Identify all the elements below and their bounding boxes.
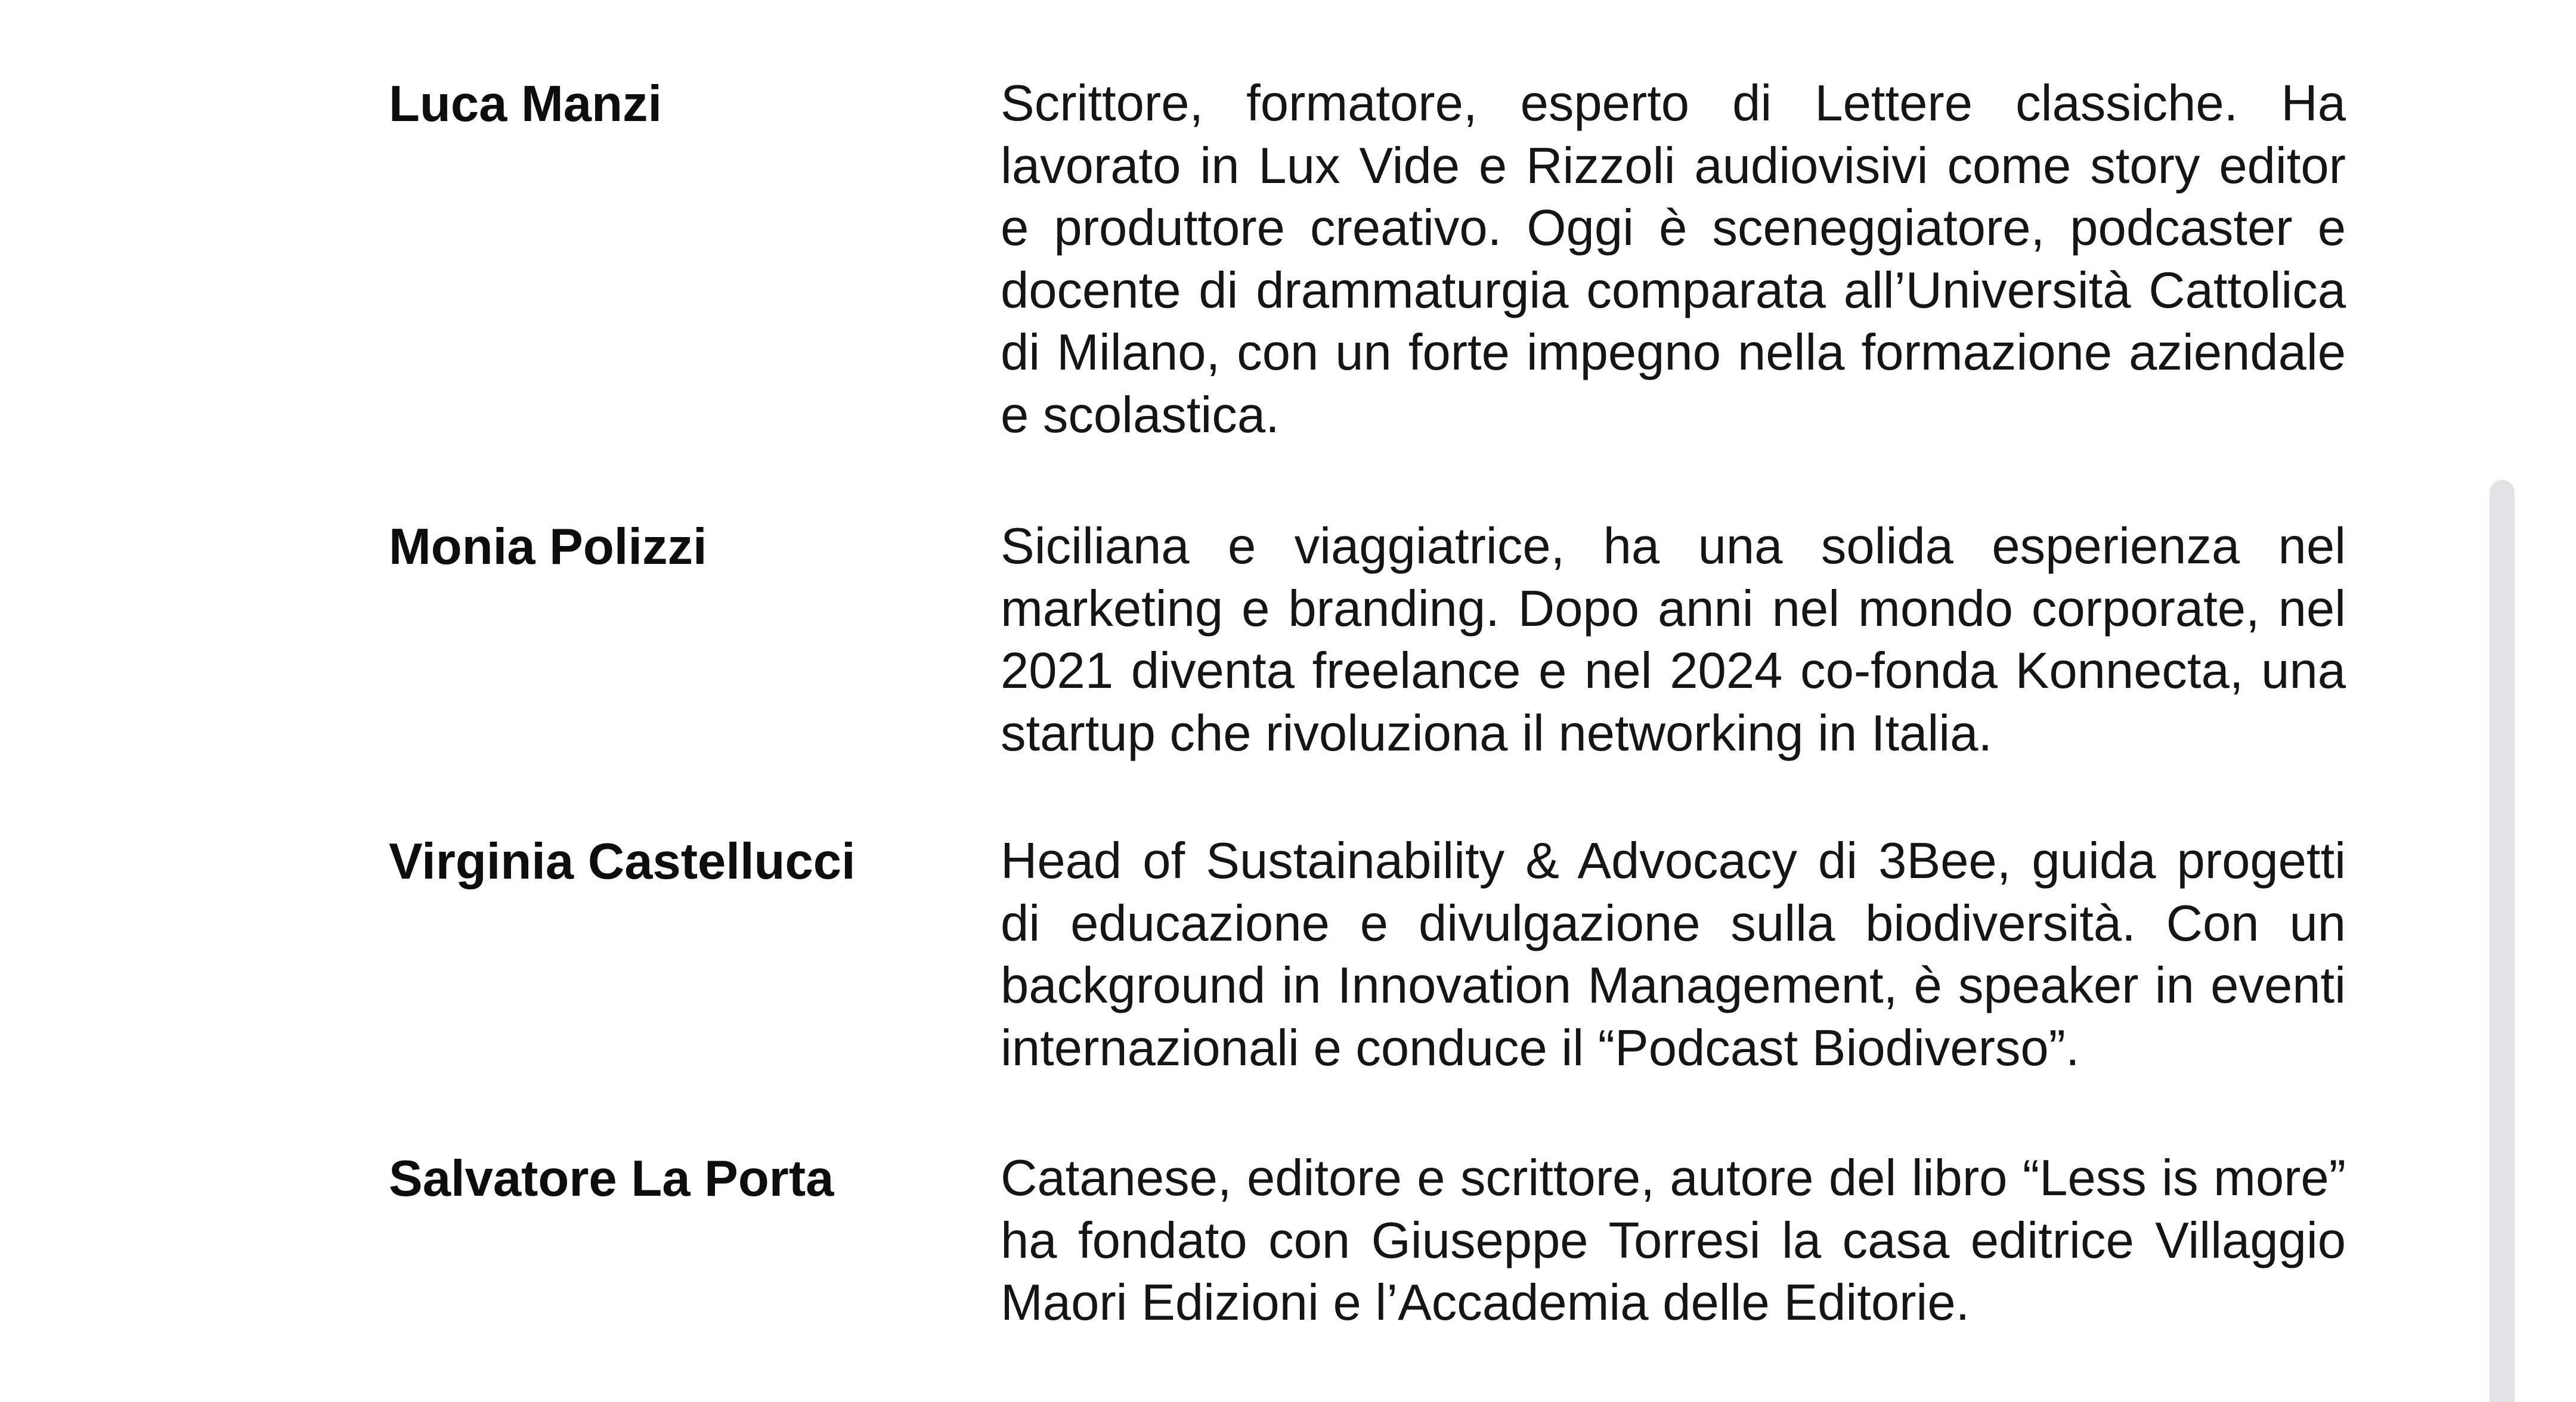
bio-line: 2021 diventa freelance e nel 2024 co-fonda Konnecta, una: [1001, 643, 2346, 699]
person-bio: [1001, 516, 2346, 765]
bio-line: di educazione e divulgazione sulla biodiversità. Con un: [1001, 895, 2346, 952]
vertical-scrollbar[interactable]: [2490, 480, 2515, 1402]
person-bio: [1001, 1147, 2346, 1335]
bio-line: ha fondato con Giuseppe Torresi la casa editrice Villaggio: [1001, 1212, 2346, 1269]
bio-line: marketing e branding. Dopo anni nel mondo corporate, nel: [1001, 580, 2346, 637]
bio-line: Siciliana e viaggiatrice, ha una solida esperienza nel: [1001, 518, 2346, 575]
bio-line: lavorato in Lux Vide e Rizzoli audiovisivi come story editor: [1001, 137, 2346, 194]
bio-line: Catanese, editore e scrittore, autore del libro “Less is more”: [1001, 1150, 2346, 1206]
person-name: Virginia Castellucci: [389, 833, 856, 890]
bio-line: e scolastica.: [1001, 386, 1280, 443]
person-bio: [1001, 73, 2346, 446]
bio-line: Maori Edizioni e l’Accademia delle Editorie.: [1001, 1274, 1970, 1331]
person-name: Luca Manzi: [389, 76, 662, 132]
bio-line: di Milano, con un forte impegno nella formazione aziendale: [1001, 324, 2346, 381]
bio-line: e produttore creativo. Oggi è sceneggiatore, podcaster e: [1001, 200, 2346, 256]
bio-line: startup che rivoluziona il networking in Italia.: [1001, 705, 1993, 762]
bio-line: background in Innovation Management, è speaker in eventi: [1001, 957, 2346, 1014]
person-name: Monia Polizzi: [389, 519, 707, 575]
person-name: Salvatore La Porta: [389, 1150, 834, 1207]
bio-line: Head of Sustainability & Advocacy di 3Bee, guida progetti: [1001, 833, 2346, 889]
bio-line: Scrittore, formatore, esperto di Lettere classiche. Ha: [1001, 75, 2346, 132]
bio-line: docente di drammaturgia comparata all’Università Cattolica: [1001, 262, 2346, 319]
person-bio: [1001, 830, 2346, 1080]
bio-line: internazionali e conduce il “Podcast Biodiverso”.: [1001, 1019, 2080, 1077]
